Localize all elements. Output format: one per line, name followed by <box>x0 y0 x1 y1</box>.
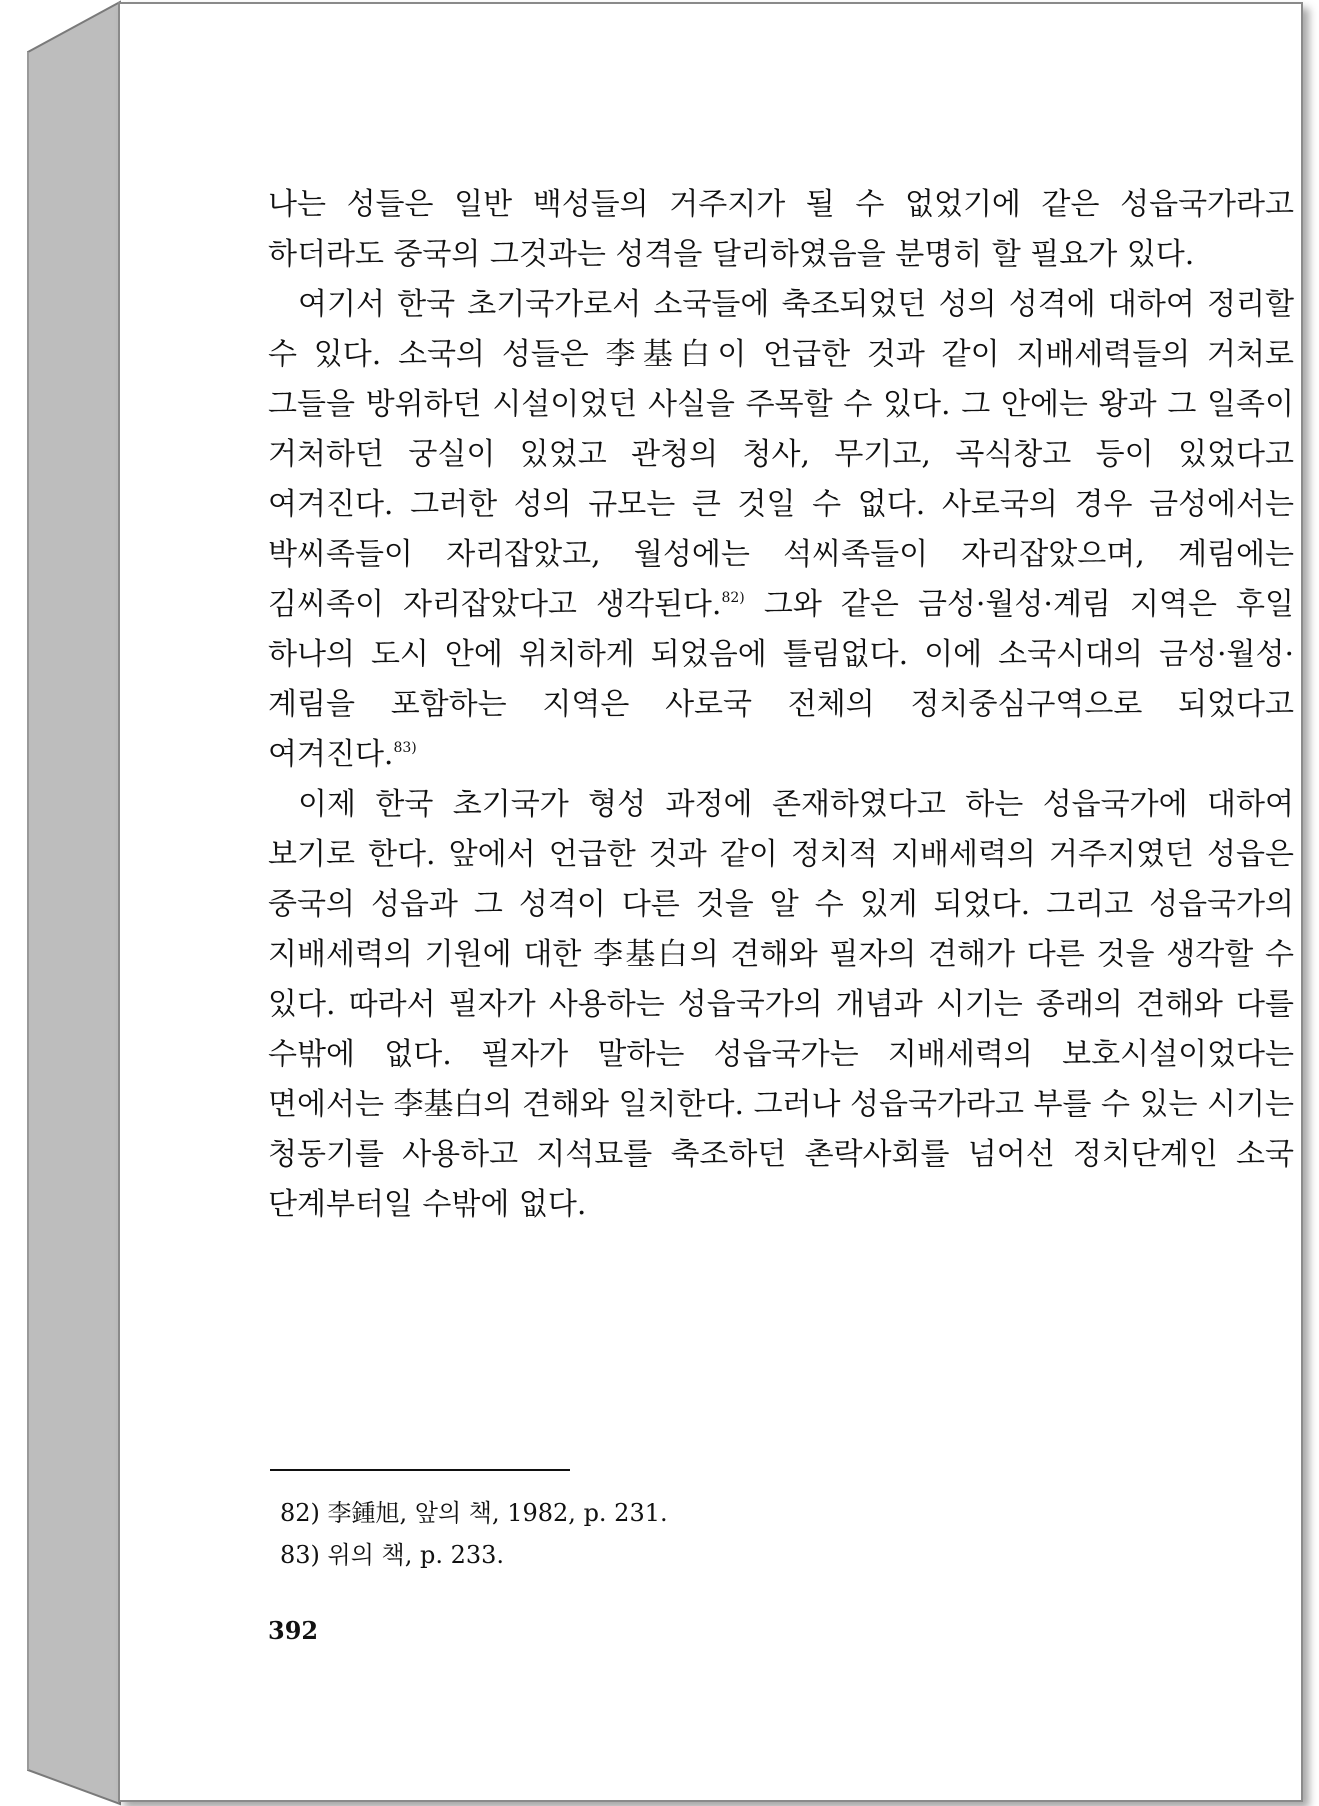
footnote-82: 82) 李鍾旭, 앞의 책, 1982, p. 231. <box>280 1499 668 1527</box>
paragraph-3 <box>268 780 1294 1230</box>
page-number: 392 <box>268 1616 319 1645</box>
paragraph-3-text: 이제 한국 초기국가 형성 과정에 존재하였다고 하는 성읍국가에 대하여 보기로 한다. 앞에서 언급한 것과 같이 정치적 지배세력의 거주지였던 성읍은 중국의 성읍과 그 성격이 다른 것을 알 수 있게 되었다. 그리고 성읍국가의 지배세력의 기원에 대한 李基白의 견해와 필자의 견해가 다른 것을 생각할 수 있다. 따라서 필자가 사용하는 성읍국가의 개념과 시기는 종래의 견해와 다를 수밖에 없다. 필자가 말하는 성읍국가는 지배세력의 보호시설이었다는 면에서는 李基白의 견해와 일치한다. 그러나 성읍국가라고 부를 수 있는 시기는 청동기를 사용하고 지석묘를 축조하던 촌락사회를 넘어선 정치단계인 소국 단계부터일 수밖에 없다. <box>268 787 1294 1222</box>
paragraph-2-text-b: 그와 같은 금성·월성·계림 지역은 후일 하나의 도시 안에 위치하게 되었음에 틀림없다. 이에 소국시대의 금성·월성·계림을 포함하는 지역은 사로국 전체의 정치중심구역으로 되었다고 여겨진다. <box>268 587 1294 772</box>
paragraph-1-text: 나는 성들은 일반 백성들의 거주지가 될 수 없었기에 같은 성읍국가라고 하더라도 중국의 그것과는 성격을 달리하였음을 분명히 할 필요가 있다. <box>268 187 1294 272</box>
footnotes <box>280 1492 1180 1576</box>
footnote-divider <box>270 1469 570 1471</box>
book-spine <box>0 0 130 1806</box>
paragraph-2-text: 여기서 한국 초기국가로서 소국들에 축조되었던 성의 성격에 대하여 정리할 수 있다. 소국의 성들은 李基白이 언급한 것과 같이 지배세력들의 거처로 그들을 방위하던 시설이었던 사실을 주목할 수 있다. 그 안에는 왕과 그 일족이 거처하던 궁실이 있었고 관청의 청사, 무기고, 곡식창고 등이 있었다고 여겨진다. 그러한 성의 규모는 큰 것일 수 없다. 사로국의 경우 금성에서는 박씨족들이 자리잡았고, 월성에는 석씨족들이 자리잡았으며, 계림에는 김씨족이 자리잡았다고 생각된다. <box>268 287 1294 622</box>
footnote-83: 83) 위의 책, p. 233. <box>280 1541 505 1569</box>
book-page <box>118 2 1303 1802</box>
body-text <box>268 180 1294 1230</box>
paragraph-1 <box>268 180 1294 280</box>
paragraph-2 <box>268 280 1294 780</box>
footnote-ref-83[interactable]: 83) <box>393 740 417 756</box>
footnote-ref-82[interactable]: 82) <box>721 590 745 606</box>
